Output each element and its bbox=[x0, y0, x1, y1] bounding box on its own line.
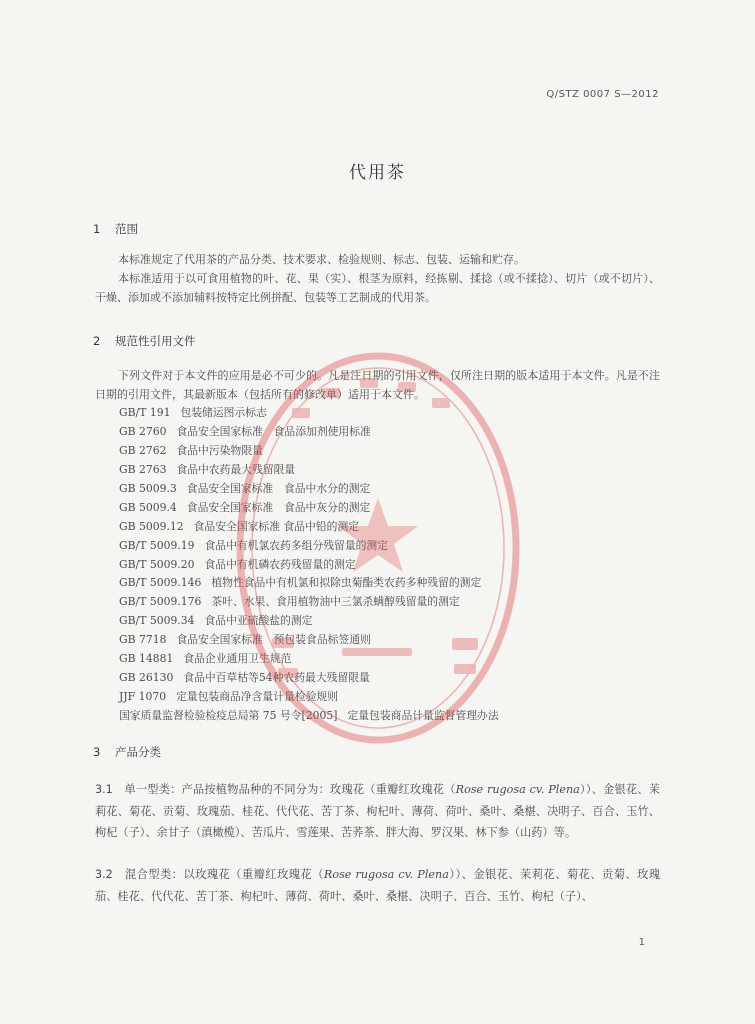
reference-title: 茶叶、水果、食用植物油中三氯杀螨醇残留量的测定 bbox=[211, 595, 460, 609]
reference-title: 食品安全国家标准 预包装食品标签通则 bbox=[176, 633, 371, 647]
reference-title: 食品安全国家标准 食品中水分的测定 bbox=[186, 481, 371, 495]
section-title: 产品分类 bbox=[115, 745, 161, 759]
reference-item bbox=[119, 537, 499, 556]
paragraph-text: 3.1 单一型类：产品按植物品种的不同分为：玫瑰花（重瓣红玫瑰花（ bbox=[95, 783, 456, 796]
reference-title: 食品中有机磷农药残留量的测定 bbox=[204, 557, 356, 571]
reference-code: GB 5009.4 bbox=[119, 500, 177, 514]
reference-item bbox=[119, 461, 499, 480]
section-number: 2 bbox=[93, 334, 101, 348]
reference-item bbox=[119, 442, 499, 461]
reference-title: 食品安全国家标准 食品中铅的测定 bbox=[193, 519, 360, 533]
reference-code: 国家质量监督检验检疫总局第 75 号令[2005] bbox=[119, 709, 338, 722]
reference-title: 食品企业通用卫生规范 bbox=[183, 652, 292, 666]
reference-title: 食品中有机氯农药多组分残留量的测定 bbox=[204, 538, 389, 552]
paragraph-text: ））、金银花、茉莉花、菊花、贡菊、玫瑰茄、桂花、代代花、苦丁茶、枸杞叶、薄荷、荷叶、桑叶、桑椹、决明子、百合、玉竹、枸杞（子）、余甘子（滇橄榄）、苦瓜片、雪莲果、苦荞茶、胖大海、罗汉果、林下参（山药）等。 bbox=[95, 783, 660, 839]
reference-item bbox=[119, 688, 499, 707]
reference-title: 包装储运图示标志 bbox=[180, 406, 267, 419]
reference-code: GB 2763 bbox=[119, 462, 167, 476]
reference-item bbox=[119, 631, 499, 650]
reference-item bbox=[119, 480, 499, 499]
section-2-heading bbox=[93, 333, 196, 349]
reference-code: GB 5009.3 bbox=[119, 481, 177, 495]
section-1-heading bbox=[93, 221, 138, 237]
reference-code: GB 14881 bbox=[119, 652, 174, 666]
reference-item bbox=[119, 650, 499, 669]
reference-item bbox=[119, 499, 499, 518]
reference-item bbox=[119, 593, 499, 612]
reference-code: GB 26130 bbox=[119, 671, 174, 685]
reference-code: GB/T 191 bbox=[119, 406, 171, 419]
latin-name: Rose rugosa cv. Plena bbox=[455, 783, 580, 796]
reference-title: 食品中百草枯等54种农药最大残留限量 bbox=[183, 671, 370, 685]
reference-code: GB 2760 bbox=[119, 424, 167, 438]
reference-code: GB/T 5009.176 bbox=[119, 595, 202, 609]
classification-paragraph-2 bbox=[95, 864, 660, 907]
scope-paragraph-1: 本标准规定了代用茶的产品分类、技术要求、检验规则、标志、包装、运输和贮存。 bbox=[118, 253, 525, 266]
reference-code: GB 7718 bbox=[119, 633, 167, 647]
reference-code: GB/T 5009.146 bbox=[119, 576, 202, 590]
document-title: 代用茶 bbox=[349, 163, 406, 183]
reference-code: JJF 1070 bbox=[119, 690, 167, 704]
reference-item bbox=[119, 518, 499, 537]
reference-code: GB 5009.12 bbox=[119, 519, 184, 533]
reference-code: GB/T 5009.34 bbox=[119, 614, 195, 628]
reference-item bbox=[119, 556, 499, 575]
reference-title: 定量包装商品净含量计量检验规则 bbox=[176, 690, 339, 704]
reference-title: 植物性食品中有机氯和拟除虫菊酯类农药多种残留的测定 bbox=[211, 576, 482, 590]
reference-title: 食品安全国家标准 食品添加剂使用标准 bbox=[176, 424, 371, 438]
paragraph-text: 3.2 混合型类：以玫瑰花（重瓣红玫瑰花（ bbox=[95, 868, 324, 881]
reference-item bbox=[119, 423, 499, 442]
section-title: 规范性引用文件 bbox=[115, 334, 196, 348]
reference-list bbox=[119, 404, 499, 726]
section-number: 1 bbox=[93, 222, 101, 236]
reference-title: 食品中亚硫酸盐的测定 bbox=[204, 614, 313, 628]
section-title: 范围 bbox=[115, 222, 138, 236]
reference-title: 定量包装商品计量监督管理办法 bbox=[347, 709, 499, 722]
paragraph-text: ））、金银花、茉莉花、菊花、贡菊、玫瑰茄、桂花、代代花、苦丁茶、枸杞叶、薄荷、荷叶、桑叶、桑椹、决明子、百合、玉竹、枸杞（子）、 bbox=[95, 868, 661, 903]
section-3-heading bbox=[93, 744, 161, 760]
reference-item bbox=[119, 612, 499, 631]
standard-code: Q/STZ 0007 S—2012 bbox=[546, 89, 659, 100]
reference-title: 食品中农药最大残留限量 bbox=[176, 462, 296, 476]
reference-title: 食品中污染物限量 bbox=[176, 443, 263, 457]
references-intro: 下列文件对于本文件的应用是必不可少的。凡是注日期的引用文件，仅所注日期的版本适用于本文件。凡是不注日期的引用文件，其最新版本（包括所有的修改单）适用于本文件。 bbox=[95, 369, 660, 401]
classification-paragraph-1 bbox=[95, 779, 660, 844]
reference-item bbox=[119, 669, 499, 688]
reference-code: GB/T 5009.19 bbox=[119, 538, 195, 552]
reference-item bbox=[119, 574, 499, 593]
page-number: 1 bbox=[638, 937, 645, 948]
scope-paragraph-2: 本标准适用于以可食用植物的叶、花、果（实）、根茎为原料，经拣剔、揉捻（或不揉捻）、切片（或不切片）、干燥、添加或不添加辅料按特定比例拼配、包装等工艺制成的代用茶。 bbox=[95, 272, 660, 304]
section-number: 3 bbox=[93, 745, 101, 759]
reference-item bbox=[119, 404, 499, 423]
reference-code: GB 2762 bbox=[119, 443, 167, 457]
reference-code: GB/T 5009.20 bbox=[119, 557, 195, 571]
reference-item bbox=[119, 707, 499, 726]
latin-name: Rose rugosa cv. Plena bbox=[323, 868, 449, 881]
reference-title: 食品安全国家标准 食品中灰分的测定 bbox=[186, 500, 371, 514]
